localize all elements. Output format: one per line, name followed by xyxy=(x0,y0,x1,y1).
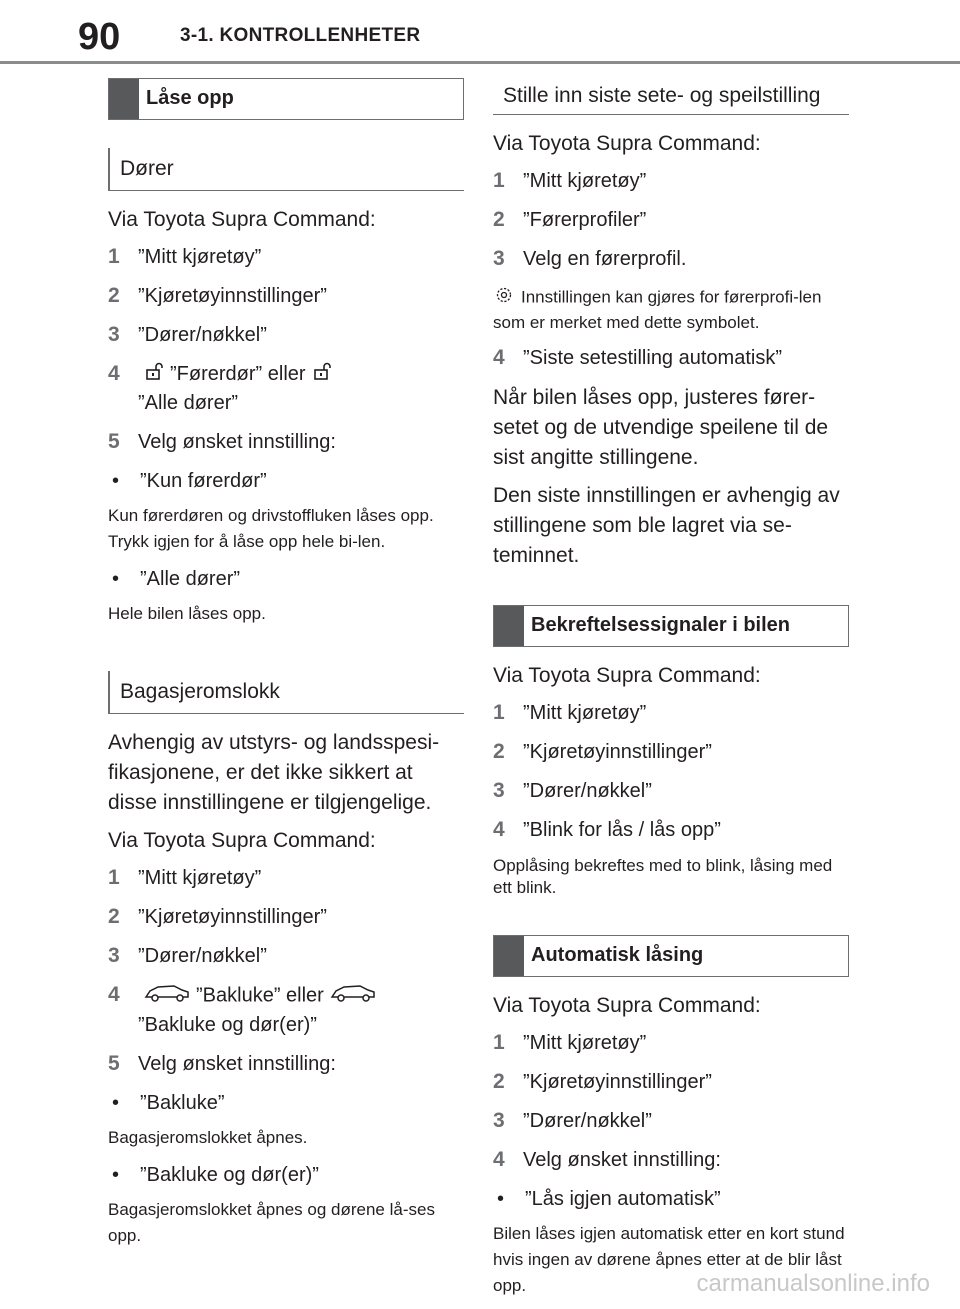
gear-note-text: Innstillingen kan gjøres for førerprofi-len som er merket med dette symbolet. xyxy=(493,287,822,332)
section-title: Bekreftelsessignaler i bilen xyxy=(531,614,791,636)
step-text: Velg ønsket innstilling: xyxy=(138,430,336,453)
step-text: ”Dører/nøkkel” xyxy=(523,780,652,802)
option-text: ”Bakluke og dør(er)” xyxy=(140,1163,319,1186)
option-note: Bilen låses igjen automatisk etter en kort stund hvis ingen av dørene åpnes etter at de blir låst opp. xyxy=(493,1224,845,1295)
step xyxy=(493,245,849,273)
step-text: ”Bakluke og dør(er)” xyxy=(138,1013,317,1036)
step-text: Velg ønsket innstilling: xyxy=(523,1149,721,1171)
step-text: Velg ønsket innstilling: xyxy=(138,1052,336,1075)
section-title: Automatisk låsing xyxy=(531,944,704,966)
paragraph: Den siste innstillingen er avhengig av stillingene som ble lagret via se-teminnet. xyxy=(493,484,840,567)
right-column xyxy=(493,78,849,1309)
section-header-bar xyxy=(109,79,139,119)
car-trunk-icon xyxy=(144,981,190,1011)
step-number: 1 xyxy=(108,245,120,268)
step-number: 4 xyxy=(493,818,505,841)
step-text: ”Mitt kjøretøy” xyxy=(138,246,262,268)
subsection-header-doors xyxy=(108,148,464,191)
paragraph: Når bilen låses opp, justeres fører-setet og de utvendige speilene til de sist angitte stillingene. xyxy=(493,386,829,469)
step-text: ”Mitt kjøretøy” xyxy=(138,866,262,889)
via-text: Via Toyota Supra Command: xyxy=(493,994,761,1017)
option-text: ”Bakluke” xyxy=(140,1091,225,1114)
step xyxy=(108,428,464,456)
step-text: ”Bakluke” eller xyxy=(196,984,324,1006)
step-number: 3 xyxy=(493,1109,505,1132)
step-number: 4 xyxy=(108,982,120,1006)
step-text: ”Kjøretøyinnstillinger” xyxy=(523,1071,712,1093)
step-text: ”Mitt kjøretøy” xyxy=(523,1032,647,1054)
step xyxy=(493,167,849,195)
step-text: ”Kjøretøyinnstillinger” xyxy=(523,741,712,763)
option-item: • ”Alle dører” xyxy=(108,565,464,593)
watermark: carmanualsonline.info xyxy=(696,1270,930,1297)
step-number: 1 xyxy=(493,169,505,192)
section-header-bar xyxy=(494,606,524,646)
page-number: 90 xyxy=(78,16,121,58)
step-text: ”Mitt kjøretøy” xyxy=(523,170,647,192)
option-note: Bagasjeromslokket åpnes. xyxy=(108,1127,308,1147)
section-header-autolock xyxy=(493,935,849,977)
step-text: ”Førerdør” eller xyxy=(170,363,306,385)
step-text: ”Førerprofiler” xyxy=(523,209,647,231)
step-text: ”Kjøretøyinnstillinger” xyxy=(138,285,327,307)
step-text: ”Kjøretøyinnstillinger” xyxy=(138,905,327,928)
left-column xyxy=(108,78,464,1259)
step xyxy=(493,344,849,372)
option-item: • ”Kun førerdør” xyxy=(108,467,464,495)
gear-icon xyxy=(493,284,515,312)
step xyxy=(493,1107,849,1135)
step-number: 2 xyxy=(108,904,120,928)
step xyxy=(108,282,464,310)
option-item: • ”Bakluke” xyxy=(108,1089,464,1117)
step-text: ”Dører/nøkkel” xyxy=(138,324,267,346)
step-number: 5 xyxy=(108,429,120,453)
step xyxy=(108,243,464,271)
step xyxy=(493,1068,849,1096)
subsection-title: Bagasjeromslokk xyxy=(120,679,280,703)
unlock-icon xyxy=(144,361,164,389)
step-number: 2 xyxy=(493,1070,505,1093)
section-header-seat xyxy=(493,78,849,115)
step-number: 1 xyxy=(493,1031,505,1054)
step xyxy=(108,903,464,931)
step xyxy=(108,981,464,1039)
step-number: 3 xyxy=(108,323,120,346)
via-text: Via Toyota Supra Command: xyxy=(493,132,761,155)
option-text: ”Kun førerdør” xyxy=(140,469,267,492)
option-note: Bagasjeromslokket åpnes og dørene lå-ses opp. xyxy=(108,1199,435,1245)
step xyxy=(493,206,849,234)
step xyxy=(493,738,849,766)
note: Opplåsing bekreftes med to blink, låsing med ett blink. xyxy=(493,856,833,897)
step xyxy=(108,942,464,970)
subsection-header-trunk xyxy=(108,671,464,714)
step-number: 1 xyxy=(493,701,505,724)
gear-note xyxy=(493,284,849,334)
step-number: 2 xyxy=(493,740,505,763)
option-item: • ”Lås igjen automatisk” xyxy=(493,1185,849,1213)
step-number: 2 xyxy=(493,208,505,231)
step-number: 3 xyxy=(108,943,120,967)
section-header-unlock xyxy=(108,78,464,120)
chapter-title: 3-1. KONTROLLENHETER xyxy=(180,25,421,46)
option-text: ”Lås igjen automatisk” xyxy=(525,1188,721,1210)
step-number: 4 xyxy=(493,346,505,369)
step xyxy=(108,864,464,892)
step xyxy=(493,1146,849,1174)
step-text: ”Blink for lås / lås opp” xyxy=(523,819,721,841)
via-text: Via Toyota Supra Command: xyxy=(493,664,761,687)
section-title: Låse opp xyxy=(146,87,234,109)
step xyxy=(108,321,464,349)
header-divider xyxy=(0,61,960,64)
step-text: ”Dører/nøkkel” xyxy=(523,1110,652,1132)
option-note: Kun førerdøren og drivstoffluken låses opp. Trykk igjen for å låse opp hele bi-len. xyxy=(108,505,434,551)
step-text: ”Siste setestilling automatisk” xyxy=(523,347,782,369)
step-number: 2 xyxy=(108,284,120,307)
step-number: 5 xyxy=(108,1051,120,1075)
step-text: Velg en førerprofil. xyxy=(523,248,687,270)
step xyxy=(493,816,849,844)
option-text: ”Alle dører” xyxy=(140,567,241,590)
step-number: 4 xyxy=(493,1148,505,1171)
step-number: 4 xyxy=(108,362,120,385)
option-item: • ”Bakluke og dør(er)” xyxy=(108,1161,464,1189)
step-text: ”Alle dører” xyxy=(138,391,239,414)
car-trunk-icon xyxy=(330,981,376,1011)
step xyxy=(493,699,849,727)
step xyxy=(108,1050,464,1078)
step-text: ”Mitt kjøretøy” xyxy=(523,702,647,724)
step xyxy=(108,360,464,417)
option-note: Hele bilen låses opp. xyxy=(108,603,266,623)
step xyxy=(493,1029,849,1057)
step-number: 3 xyxy=(493,247,505,270)
unlock-icon xyxy=(312,361,332,389)
intro-text: Avhengig av utstyrs- og landsspesi-fikasjonene, er det ikke sikkert at disse innstillingene er tilgjengelige. xyxy=(108,730,440,814)
step-number: 1 xyxy=(108,865,120,889)
section-header-confirm xyxy=(493,605,849,647)
step-number: 3 xyxy=(493,779,505,802)
via-text: Via Toyota Supra Command: xyxy=(108,828,376,852)
via-text: Via Toyota Supra Command: xyxy=(108,208,376,231)
subsection-title: Dører xyxy=(120,157,174,180)
section-title: Stille inn siste sete- og speilstilling xyxy=(503,84,821,107)
step-text: ”Dører/nøkkel” xyxy=(138,944,267,967)
step xyxy=(493,777,849,805)
section-header-bar xyxy=(494,936,524,976)
